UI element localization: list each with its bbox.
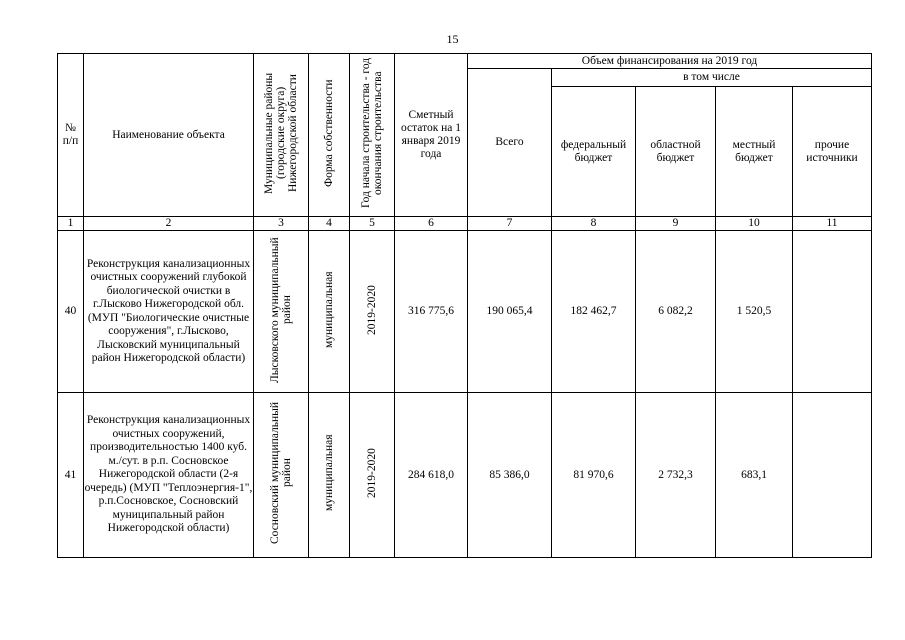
column-number: 6	[395, 217, 468, 231]
row-years	[350, 231, 395, 393]
row-federal: 182 462,7	[552, 231, 636, 393]
row-total: 85 386,0	[468, 393, 552, 558]
header-num: № п/п	[58, 54, 84, 217]
row-regional: 2 732,3	[636, 393, 716, 558]
row-ownership-text: муниципальная	[323, 271, 335, 348]
row-district-text: Лысковского муниципальный район	[269, 236, 293, 383]
column-number: 10	[716, 217, 793, 231]
header-regional: областной бюджет	[636, 87, 716, 217]
row-federal: 81 970,6	[552, 393, 636, 558]
row-num: 41	[58, 393, 84, 558]
row-district	[254, 231, 309, 393]
header-district	[254, 54, 309, 217]
column-number: 2	[84, 217, 254, 231]
header-row-1	[58, 54, 872, 69]
column-number: 1	[58, 217, 84, 231]
column-number: 7	[468, 217, 552, 231]
row-name: Реконструкция канализационных очистных сооружений, производительностью 1400 куб. м./сут. в р.п. Сосновское Нижегородской области (2-я очередь) (МУП "Теплоэнергия-1", р.п.Сосновское, Сосновский муниципальный район Нижегородской области)	[84, 393, 254, 558]
row-district	[254, 393, 309, 558]
column-number: 8	[552, 217, 636, 231]
row-balance: 284 618,0	[395, 393, 468, 558]
header-ownership-text: Форма собственности	[323, 79, 335, 187]
header-ownership	[309, 54, 350, 217]
row-balance: 316 775,6	[395, 231, 468, 393]
row-years-text: 2019-2020	[366, 284, 378, 335]
header-district-text: Муниципальные районы (городские округа) Нижегородской области	[263, 72, 299, 194]
table-row	[58, 393, 872, 558]
column-number: 4	[309, 217, 350, 231]
header-other: прочие источники	[793, 87, 872, 217]
row-ownership	[309, 231, 350, 393]
row-years	[350, 393, 395, 558]
row-ownership-text: муниципальная	[323, 434, 335, 512]
header-name: Наименование объекта	[84, 54, 254, 217]
column-number: 9	[636, 217, 716, 231]
row-district-text: Сосновский муниципальный район	[269, 402, 293, 544]
row-regional: 6 082,2	[636, 231, 716, 393]
header-balance: Сметный остаток на 1 января 2019 года	[395, 54, 468, 217]
column-number: 3	[254, 217, 309, 231]
header-funding: Объем финансирования на 2019 год	[468, 54, 872, 69]
row-other	[793, 231, 872, 393]
header-total: Всего	[468, 69, 552, 217]
row-local: 683,1	[716, 393, 793, 558]
row-num: 40	[58, 231, 84, 393]
page-number: 15	[446, 32, 459, 46]
table-row	[58, 231, 872, 393]
header-years	[350, 54, 395, 217]
row-years-text: 2019-2020	[366, 448, 378, 498]
column-number: 11	[793, 217, 872, 231]
header-local: местный бюджет	[716, 87, 793, 217]
row-local: 1 520,5	[716, 231, 793, 393]
row-other	[793, 393, 872, 558]
header-federal: федеральный бюджет	[552, 87, 636, 217]
header-years-text: Год начала строительства - год окончания строительства	[360, 57, 384, 209]
row-ownership	[309, 393, 350, 558]
header-including: в том числе	[552, 69, 872, 87]
financing-table	[57, 53, 872, 558]
row-name: Реконструкция канализационных очистных сооружений глубокой биологической очистки в г.Лысково Нижегородской обл. (МУП "Биологические очистные сооружения", г.Лысково, Лысковский муниципальный район Нижегородской области)	[84, 231, 254, 393]
row-total: 190 065,4	[468, 231, 552, 393]
column-number: 5	[350, 217, 395, 231]
column-numbers-row	[58, 217, 872, 231]
